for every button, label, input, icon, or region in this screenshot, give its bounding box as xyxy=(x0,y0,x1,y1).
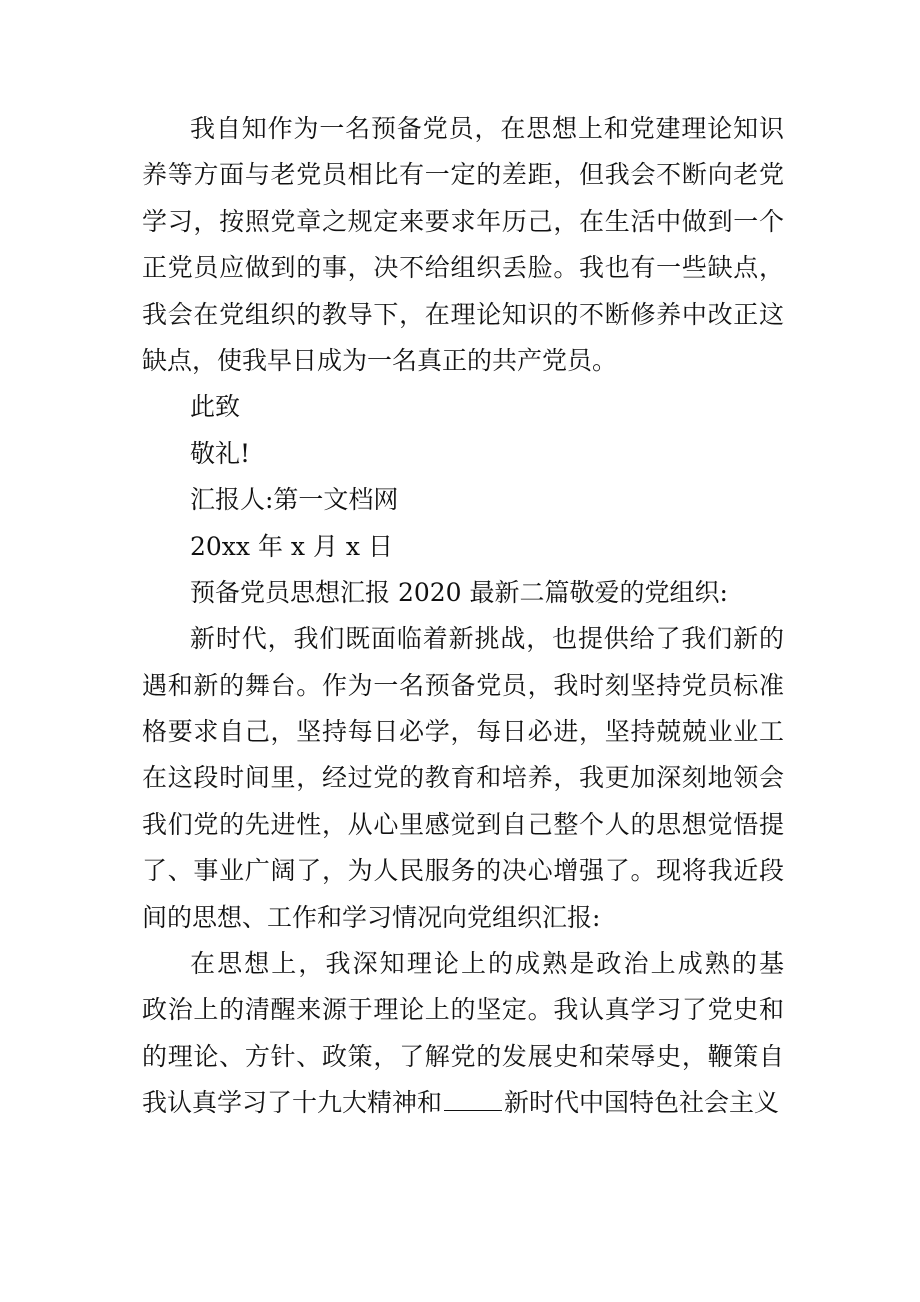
fill-in-blank xyxy=(444,1086,502,1111)
paragraph-1-line-2: 养等方面与老党员相比有一定的差距，但我会不断向老党 xyxy=(142,160,784,190)
paragraph-3-line-2: 政治上的清醒来源于理论上的坚定。我认真学习了党史和 xyxy=(142,995,784,1025)
paragraph-3-line-4 xyxy=(142,1080,784,1126)
closing-respect: 敬礼! xyxy=(190,438,251,468)
paragraph-2-line-5: 我们党的先进性，从心里感觉到自己整个人的思想觉悟提 xyxy=(142,809,784,839)
paragraph-3-line-1: 在思想上，我深知理论上的成熟是政治上成熟的基 xyxy=(190,949,784,979)
paragraph-2-line-2: 遇和新的舞台。作为一名预备党员，我时刻坚持党员标准 xyxy=(142,670,784,700)
paragraph-2-line-4: 在这段时间里，经过党的教育和培养，我更加深刻地领会 xyxy=(142,763,784,793)
paragraph-2-line-7: 间的思想、工作和学习情况向党组织汇报: xyxy=(142,902,601,932)
paragraph-1-line-5: 我会在党组织的教导下，在理论知识的不断修养中改正这 xyxy=(142,299,784,329)
paragraph-3-line-4-end: 新时代中国特色社会主义 xyxy=(504,1088,780,1118)
closing-salutation: 此致 xyxy=(190,392,241,422)
paragraph-1-line-1: 我自知作为一名预备党员，在思想上和党建理论知识 xyxy=(190,114,784,143)
paragraph-3-line-3: 的理论、方针、政策，了解党的发展史和荣辱史，鞭策自 xyxy=(142,1041,784,1071)
paragraph-3-line-4-start: 我认真学习了十九大精神和 xyxy=(142,1088,443,1118)
paragraph-1-line-6: 缺点，使我早日成为一名真正的共产党员。 xyxy=(142,345,618,375)
document-body xyxy=(142,106,784,1127)
report-date: 20xx 年 x 月 x 日 xyxy=(190,531,393,561)
paragraph-2-line-1: 新时代，我们既面临着新挑战，也提供给了我们新的 xyxy=(190,624,784,654)
paragraph-2-line-3: 格要求自己，坚持每日必学，每日必进，坚持兢兢业业工 xyxy=(142,717,784,747)
paragraph-2-line-6: 了、事业广阔了，为人民服务的决心增强了。现将我近段 xyxy=(142,856,784,886)
paragraph-1-line-3: 学习，按照党章之规定来要求年历己，在生活中做到一个 xyxy=(142,206,784,236)
paragraph-1-line-4: 正党员应做到的事，决不给组织丢脸。我也有一些缺点， xyxy=(142,253,784,283)
section-title: 预备党员思想汇报 2020 最新二篇敬爱的党组织: xyxy=(190,577,728,607)
reporter-signature: 汇报人:第一文档网 xyxy=(190,485,399,515)
